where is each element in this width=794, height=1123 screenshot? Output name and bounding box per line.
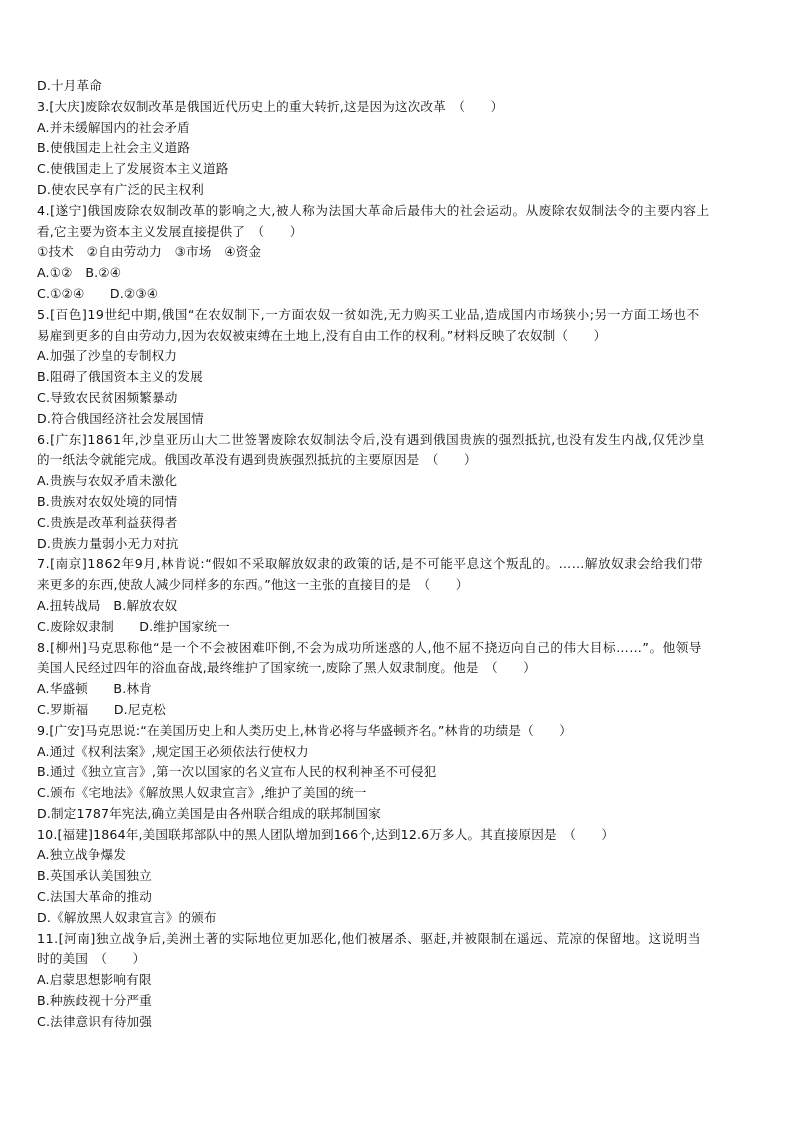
option-d: D.符合俄国经济社会发展国情 — [37, 410, 204, 426]
option-b: B.通过《独立宣言》,第一次以国家的名义宣布人民的权利神圣不可侵犯 — [37, 764, 437, 780]
question-11-cont: 时的美国 （ ） — [37, 951, 146, 967]
option-a: A.通过《权利法案》,规定国王必须依法行使权力 — [37, 743, 309, 759]
exam-page — [37, 76, 759, 1033]
option-b: B.贵族对农奴处境的同情 — [37, 493, 178, 509]
question-7-cont: 来更多的东西,使敌人减少同样多的东西。”他这一主张的直接目的是 （ ） — [37, 577, 469, 593]
option-d: D.使农民享有广泛的民主权利 — [37, 181, 204, 197]
question-10: 10.[福建]1864年,美国联邦部队中的黑人团队增加到166个,达到12.6万多人。其直接原因是 （ ） — [37, 826, 615, 842]
option-d: D.贵族力量弱小无力对抗 — [37, 535, 179, 551]
option-c: C.导致农民贫困频繁暴动 — [37, 389, 178, 405]
option-c: C.贵族是改革利益获得者 — [37, 514, 178, 530]
options-ab: A.①② B.②④ — [37, 265, 122, 281]
text-line: D.十月革命 — [37, 78, 102, 93]
option-c: C.颁布《宅地法》《解放黑人奴隶宣言》,维护了美国的统一 — [37, 785, 367, 801]
question-4: 4.[遂宁]俄国废除农奴制改革的影响之大,被人称为法国大革命后最伟大的社会运动。从废除农奴制法令的主要内容上 — [37, 202, 710, 218]
option-c: C.法国大革命的推动 — [37, 889, 153, 905]
option-a: A.并未缓解国内的社会矛盾 — [37, 119, 190, 135]
option-a: A.加强了沙皇的专制权力 — [37, 348, 178, 364]
options-cd: C.①②④ D.②③④ — [37, 285, 159, 301]
option-d: D.《解放黑人奴隶宣言》的颁布 — [37, 909, 217, 925]
question-7: 7.[南京]1862年9月,林肯说:“假如不采取解放奴隶的政策的话,是不可能平息这个叛乱的。……解放奴隶会给我们带 — [37, 556, 704, 572]
question-5-cont: 易雇到更多的自由劳动力,因为农奴被束缚在土地上,没有自由工作的权利。”材料反映了农奴制（ ） — [37, 327, 607, 343]
question-4-items: ①技术 ②自由劳动力 ③市场 ④资金 — [37, 244, 262, 260]
question-9: 9.[广安]马克思说:“在美国历史上和人类历史上,林肯必将与华盛顿齐名。”林肯的功绩是（ ） — [37, 722, 573, 738]
option-b: B.阻碍了俄国资本主义的发展 — [37, 369, 203, 385]
option-d: D.制定1787年宪法,确立美国是由各州联合组成的联邦制国家 — [37, 805, 381, 821]
question-3: 3.[大庆]废除农奴制改革是俄国近代历史上的重大转折,这是因为这次改革 （ ） — [37, 98, 504, 114]
question-5: 5.[百色]19世纪中期,俄国“在农奴制下,一方面农奴一贫如洗,无力购买工业品,造成国内市场狭小;另一方面工场也不 — [37, 306, 700, 322]
option-a: A.独立战争爆发 — [37, 847, 127, 863]
option-b: B.使俄国走上社会主义道路 — [37, 140, 191, 156]
option-c: C.法律意识有待加强 — [37, 1013, 153, 1029]
question-6: 6.[广东]1861年,沙皇亚历山大二世签署废除农奴制法令后,没有遇到俄国贵族的强烈抵抗,也没有发生内战,仅凭沙皇 — [37, 431, 705, 447]
option-a: A.启蒙思想影响有限 — [37, 972, 152, 988]
options-ab: A.华盛顿 B.林肯 — [37, 681, 152, 697]
option-a: A.贵族与农奴矛盾未激化 — [37, 473, 178, 489]
options-ab: A.扭转战局 B.解放农奴 — [37, 597, 178, 613]
option-b: B.种族歧视十分严重 — [37, 993, 152, 1009]
question-4-cont: 看,它主要为资本主义发展直接提供了 （ ） — [37, 223, 303, 239]
options-cd: C.废除奴隶制 D.维护国家统一 — [37, 618, 230, 634]
option-c: C.使俄国走上了发展资本主义道路 — [37, 161, 229, 177]
question-8: 8.[柳州]马克思称他“是一个不会被困难吓倒,不会为成功所迷惑的人,他不屈不挠迈向自己的伟大目标……”。他领导 — [37, 639, 703, 655]
option-b: B.英国承认美国独立 — [37, 868, 152, 884]
question-8-cont: 美国人民经过四年的浴血奋战,最终维护了国家统一,废除了黑人奴隶制度。他是 （ ） — [37, 660, 537, 676]
options-cd: C.罗斯福 D.尼克松 — [37, 701, 167, 717]
question-11: 11.[河南]独立战争后,美洲土著的实际地位更加恶化,他们被屠杀、驱赶,并被限制在遥远、荒凉的保留地。这说明当 — [37, 930, 702, 946]
question-6-cont: 的一纸法令就能完成。俄国改革没有遇到贵族强烈抵抗的主要原因是 （ ） — [37, 452, 477, 468]
